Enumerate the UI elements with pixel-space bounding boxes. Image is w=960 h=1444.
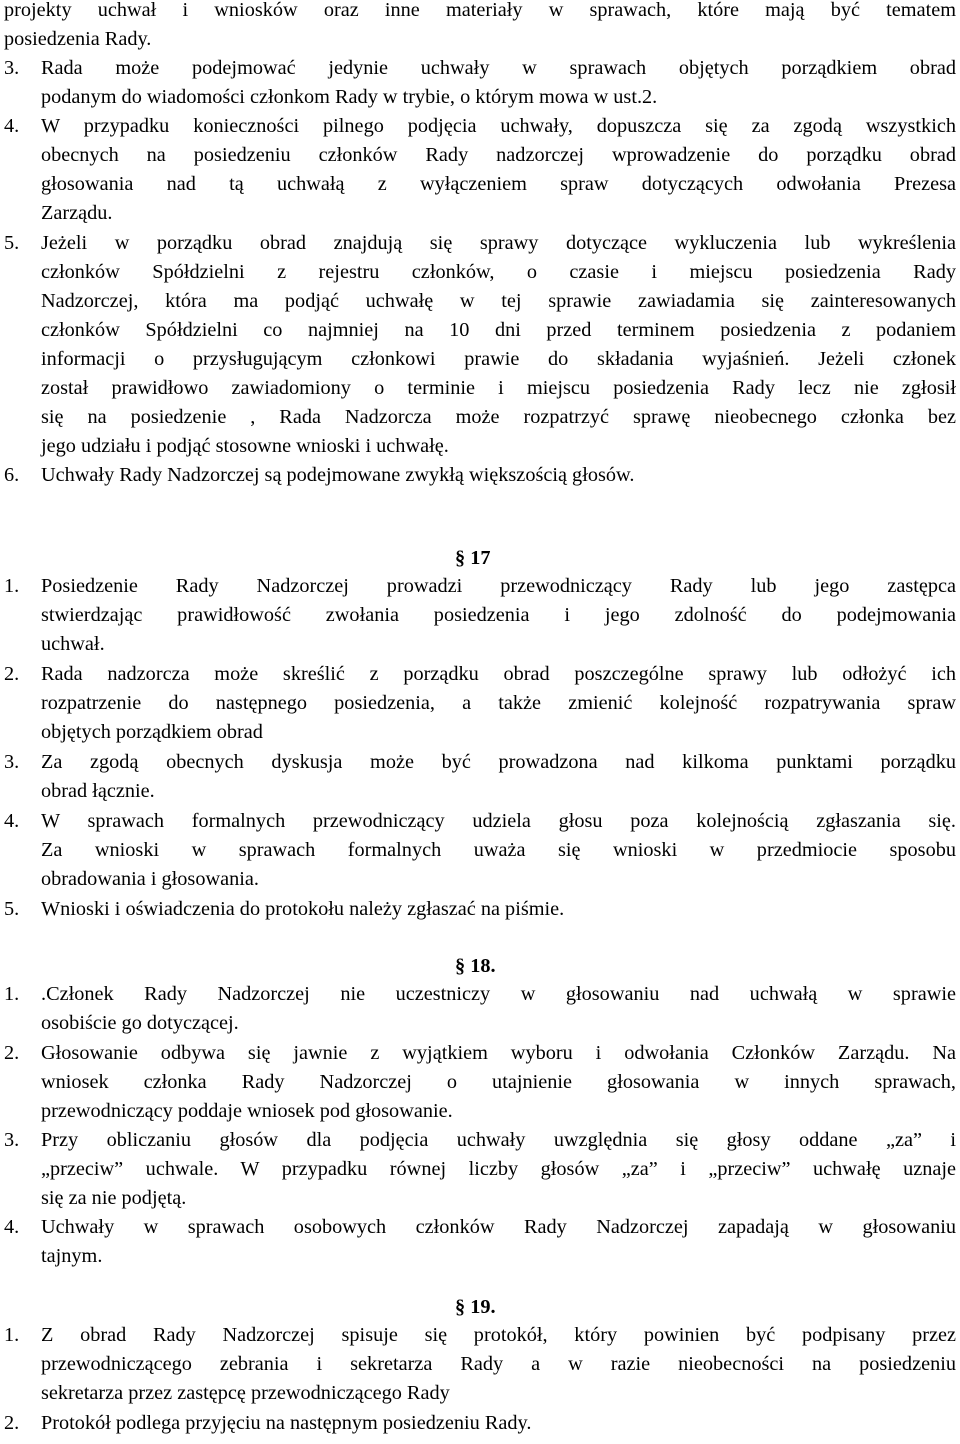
paragraph-line: rozpatrzenie do następnego posiedzenia, a także zmienić kolejność rozpatrywania spraw [41,692,956,714]
paragraph-line: .Członek Rady Nadzorczej nie uczestniczy w głosowaniu nad uchwałą w sprawie [41,983,956,1005]
paragraph-line: Przy obliczaniu głosów dla podjęcia uchwały uwzględnia się głosy oddane „za” i [41,1129,956,1151]
item-number: 5. [4,898,20,920]
item-number: 2. [4,663,20,685]
paragraph-line: obradowania i głosowania. [41,868,259,890]
item-number: 5. [4,232,20,254]
paragraph-line: Za wnioski w sprawach formalnych uważa się wnioski w przedmiocie sposobu [41,839,956,861]
item-number: 4. [4,115,20,137]
paragraph-line: Rada nadzorcza może skreślić z porządku obrad poszczególne sprawy lub odłożyć ich [41,663,956,685]
section-heading: § 18. [455,955,496,977]
paragraph-line: „przeciw” uchwale. W przypadku równej liczby głosów „za” i „przeciw” uchwałę uznaje [41,1158,956,1180]
paragraph-line: objętych porządkiem obrad [41,721,263,743]
paragraph-line: Uchwały w sprawach osobowych członków Rady Nadzorczej zapadają w głosowaniu [41,1216,956,1238]
item-number: 3. [4,1129,20,1151]
paragraph-line: Wnioski i oświadczenia do protokołu należy zgłaszać na piśmie. [41,898,565,920]
paragraph-line: informacji o przysługującym członkowi prawie do składania wyjaśnień. Jeżeli członek [41,348,956,370]
paragraph-line: został prawidłowo zawiadomiony o terminie i miejscu posiedzenia Rady lecz nie zgłosił [41,377,956,399]
paragraph-line: Uchwały Rady Nadzorczej są podejmowane zwykłą większością głosów. [41,464,635,486]
paragraph-line: członków Spółdzielni z rejestru członków, o czasie i miejscu posiedzenia Rady [41,261,956,283]
paragraph-line: Nadzorczej, która ma podjąć uchwałę w tej sprawie zawiadamia się zainteresowanych [41,290,956,312]
item-number: 2. [4,1412,20,1434]
paragraph-line: Zarządu. [41,202,113,224]
paragraph-line: obrad łącznie. [41,780,155,802]
paragraph-line: Posiedzenie Rady Nadzorczej prowadzi przewodniczący Rady lub jego zastępca [41,575,956,597]
paragraph-line: osobiście go dotyczącej. [41,1012,239,1034]
paragraph-line: projekty uchwał i wniosków oraz inne materiały w sprawach, które mają być tematem [4,0,956,21]
item-number: 4. [4,810,20,832]
section-heading: § 19. [455,1296,496,1318]
paragraph-line: Jeżeli w porządku obrad znajdują się sprawy dotyczące wykluczenia lub wykreślenia [41,232,956,254]
paragraph-line: stwierdzając prawidłowość zwołania posiedzenia i jego zdolność do podejmowania [41,604,956,626]
paragraph-line: W przypadku konieczności pilnego podjęcia uchwały, dopuszcza się za zgodą wszystkich [41,115,956,137]
paragraph-line: Głosowanie odbywa się jawnie z wyjątkiem wyboru i odwołania Członków Zarządu. Na [41,1042,956,1064]
paragraph-line: się za nie podjętą. [41,1187,187,1209]
item-number: 1. [4,983,20,1005]
paragraph-line: obecnych na posiedzeniu członków Rady nadzorczej wprowadzenie do porządku obrad [41,144,956,166]
paragraph-line: członków Spółdzielni co najmniej na 10 dni przed terminem posiedzenia z podaniem [41,319,956,341]
paragraph-line: Rada może podejmować jedynie uchwały w sprawach objętych porządkiem obrad [41,57,956,79]
item-number: 1. [4,1324,20,1346]
paragraph-line: Z obrad Rady Nadzorczej spisuje się protokół, który powinien być podpisany przez [41,1324,956,1346]
paragraph-line: Protokół podlega przyjęciu na następnym posiedzeniu Rady. [41,1412,532,1434]
paragraph-line: przewodniczącego zebrania i sekretarza Rady a w razie nieobecności na posiedzeniu [41,1353,956,1375]
paragraph-line: jego udziału i podjąć stosowne wnioski i uchwałę. [41,435,449,457]
paragraph-line: wniosek członka Rady Nadzorczej o utajnienie głosowania w innych sprawach, [41,1071,956,1093]
paragraph-line: tajnym. [41,1245,103,1267]
item-number: 3. [4,57,20,79]
item-number: 1. [4,575,20,597]
section-heading: § 17 [455,547,491,569]
paragraph-line: przewodniczący poddaje wniosek pod głosowanie. [41,1100,453,1122]
paragraph-line: sekretarza przez zastępcę przewodniczącego Rady [41,1382,450,1404]
item-number: 4. [4,1216,20,1238]
paragraph-line: głosowania nad tą uchwałą z wyłączeniem spraw dotyczących odwołania Prezesa [41,173,956,195]
paragraph-line: uchwał. [41,633,105,655]
item-number: 2. [4,1042,20,1064]
paragraph-line: podanym do wiadomości członkom Rady w trybie, o którym mowa w ust.2. [41,86,658,108]
paragraph-line: się na posiedzenie , Rada Nadzorcza może rozpatrzyć sprawę nieobecnego członka bez [41,406,956,428]
paragraph-line: Za zgodą obecnych dyskusja może być prowadzona nad kilkoma punktami porządku [41,751,956,773]
item-number: 3. [4,751,20,773]
paragraph-line: posiedzenia Rady. [4,28,152,50]
paragraph-line: W sprawach formalnych przewodniczący udziela głosu poza kolejnością zgłaszania się. [41,810,956,832]
item-number: 6. [4,464,20,486]
